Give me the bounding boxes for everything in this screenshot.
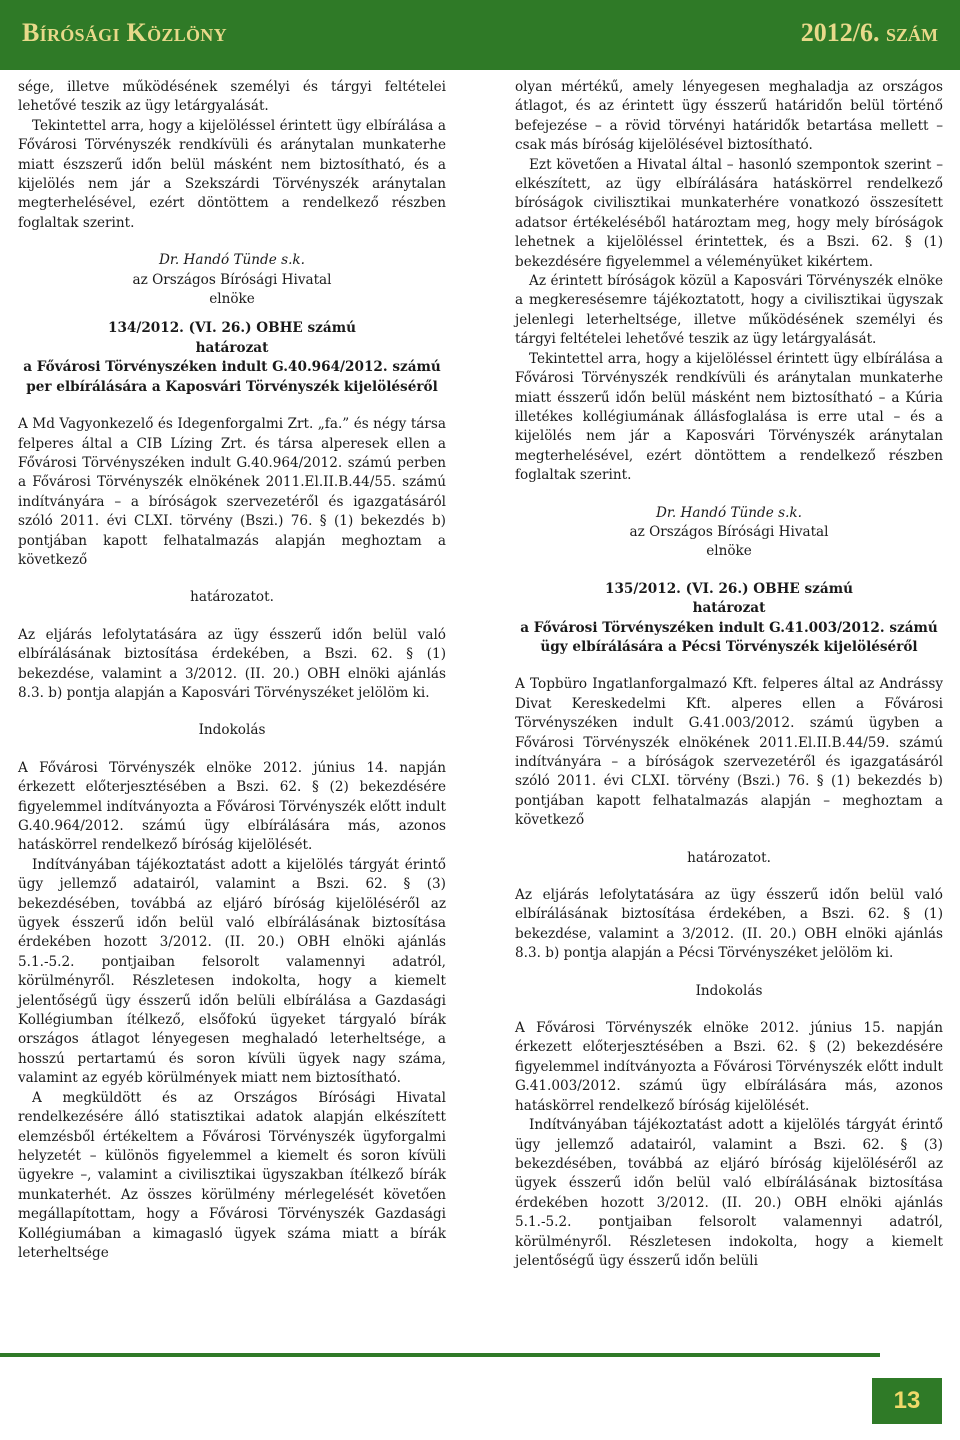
signature-name: Dr. Handó Tünde s.k. xyxy=(159,252,305,269)
right-column xyxy=(515,78,943,1271)
paragraph: sége, illetve működésének személyi és tárgyi feltételei lehetővé teszik az ügy letárgyalását. xyxy=(18,79,446,115)
paragraph: Indítványában tájékoztatást adott a kijelölés tárgyát érintő ügy jellemző adatairól, valamint a Bszi. 62. § (3) bekezdésében, továbbá az eljáró bíróság kijelöléséről az ügyek ésszerű időn belül való elbírálásának biztosítása érdekében hozott 3/2012. (II. 20.) OBH elnöki ajánlás 5.1.-5.2. pontjaiban felsorolt valamennyi adatról, körülményről. Részletesen indokolta, hogy a kiemelt jelentőségű ügy ésszerű időn belüli elbírálása a Gazdasági Kollégiumban ítélkező, elsőfokú ügyeket tárgyaló bírák országos átlagot lényegesen meghaladó leterheltsége, a hosszú pertartamú és soron kívüli ügyek nagy száma, valamint az egyéb körülmények miatt nem biztosítható. xyxy=(18,856,446,1087)
footer-rule xyxy=(0,1353,880,1357)
issue-number xyxy=(801,18,938,48)
decision-subject: a Fővárosi Törvényszéken indult G.40.964/2012. számú xyxy=(23,359,441,376)
issue-suffix: szám xyxy=(885,18,938,47)
paragraph: Tekintettel arra, hogy a kijelöléssel érintett ügy elbírálása a Fővárosi Törvényszék rendkívüli és aránytalan munkaterhe miatt ésszerű időn belül másként nem biztosítható – a Kúria illetékes kollégiumának állásfoglalása is erre utal – és a kijelölés nem jár a Kaposvári Törvényszék aránytalan megterhelésével, ezért döntöttem a rendelkező részben foglaltak szerint. xyxy=(515,350,943,484)
decision-subject: a Fővárosi Törvényszéken indult G.41.003/2012. számú xyxy=(520,619,938,636)
journal-title: Bírósági Közlöny xyxy=(22,18,227,47)
paragraph: olyan mértékű, amely lényegesen meghaladja az országos átlagot, és az érintett ügy ésszerű határidőn belül történő befejezése – a rövid törvényi határidők betartása mellett – csak más bíróság kijelölésével biztosítható. xyxy=(515,79,943,154)
paragraph: Tekintettel arra, hogy a kijelöléssel érintett ügy elbírálása a Fővárosi Törvényszék rendkívüli és aránytalan munkaterhe miatt észszerű időn belül másként nem biztosítható, és a kijelölés nem jár a Szekszárdi Törvényszék aránytalan megterhelésével, ezért döntöttem a rendelkező részben foglaltak szerint. xyxy=(18,117,446,231)
decision-subject: per elbírálására a Kaposvári Törvényszék kijelöléséről xyxy=(26,378,438,395)
paragraph: Ezt követően a Hivatal által – hasonló szempontok szerint – elkészített, az ügy elbírálására hatáskörrel rendelkező bíróságok civilisztikai munkaterhére vonatkozó összesített adatsor értékeléséből határoztam meg, hogy mely bíróságok lehetnek a kijelöléssel érintettek, és a Bszi. 62. § (1) bekezdésére figyelemmel a véleményüket kikértem. xyxy=(515,156,943,270)
decision-subject: ügy elbírálására a Pécsi Törvényszék kijelöléséről xyxy=(540,638,918,655)
paragraph: Az érintett bíróságok közül a Kaposvári Törvényszék elnöke a megkeresésemre tájékoztatott, hogy a civilisztikai ügyszak jelenlegi leterheltsége, illetve működésének személyi és tárgyi feltételei lehetővé teszik az ügy letárgyalását. xyxy=(515,273,943,348)
paragraph: Az eljárás lefolytatására az ügy ésszerű időn belül való elbírálásának biztosítása érdekében, a Bszi. 62. § (1) bekezdése, valamint a 3/2012. (II. 20.) OBH elnöki ajánlás 8.3. b) pontja alapján a Pécsi Törvényszéket jelölöm ki. xyxy=(515,887,943,962)
decision-word: határozatot. xyxy=(190,589,274,606)
decision-number: 135/2012. (VI. 26.) OBHE számú xyxy=(605,580,853,597)
journal-header xyxy=(0,0,960,70)
issue-year: 2012/6. xyxy=(800,18,880,47)
signature-name: Dr. Handó Tünde s.k. xyxy=(656,504,802,521)
paragraph: A megküldött és az Országos Bírósági Hivatal rendelkezésére álló statisztikai adatok alapján elkészített elemzésből értékeltem a Fővárosi Törvényszék ügyforgalmi helyzetét – különös figyelemmel a kiemelt és soron kívüli ügyekre –, valamint a civilisztikai ügyszakban ítélkező bírák munkaterhét. Az összes körülmény mérlegelését követően megállapítottam, hogy a Fővárosi Törvényszék Gazdasági Kollégiumában a kimagasló ügyek száma miatt a bírák leterheltsége xyxy=(18,1089,446,1261)
paragraph: A Fővárosi Törvényszék elnöke 2012. június 14. napján érkezett előterjesztésében a Bszi. 62. § (2) bekezdésére figyelemmel indítványozta a Fővárosi Törvényszék előtt indult G.40.964/2012. számú ügy elbírálására más, azonos hatáskörrel rendelkező bíróság kijelölését. xyxy=(18,759,446,854)
section-heading: Indokolás xyxy=(695,982,763,999)
paragraph: A Topbüro Ingatlanforgalmazó Kft. felperes által az Andrássy Divat Kereskedelmi Kft. alperes ellen a Fővárosi Törvényszéken indult G.41.003/2012. számú ügyben a Fővárosi Törvényszék elnökének 2011.El.II.B.44/59. számú indítványára – a bíróságok szervezetéről és igazgatásáról szóló 2011. évi CLXI. törvény (Bszi.) 76. § (1) bekezdés b) pontjában kapott felhatalmazás alapján – meghoztam a következő xyxy=(515,676,943,829)
page-number: 13 xyxy=(872,1378,942,1424)
paragraph: A Fővárosi Törvényszék elnöke 2012. június 15. napján érkezett előterjesztésében a Bszi. 62. § (2) bekezdésére figyelemmel indítványozta a Fővárosi Törvényszék előtt indult G.41.003/2012. számú ügy elbírálására más, azonos hatáskörrel rendelkező bíróság kijelölését. xyxy=(515,1020,943,1114)
paragraph: Indítványában tájékoztatást adott a kijelölés tárgyát érintő ügy jellemző adatairól, valamint a Bszi. 62. § (3) bekezdésében, továbbá az eljáró bíróság kijelöléséről az ügyek ésszerű időn belül való elbírálásának biztosítása érdekében hozott 3/2012. (II. 20.) OBH elnöki ajánlás 5.1.-5.2. pontjaiban felsorolt valamennyi adatról, körülményről. Részletesen indokolta, hogy a kiemelt jelentőségű ügy ésszerű időn belüli xyxy=(515,1117,943,1269)
left-column xyxy=(18,78,446,1263)
section-heading: Indokolás xyxy=(198,722,266,739)
signature-role: elnöke xyxy=(706,543,752,560)
paragraph: A Md Vagyonkezelő és Idegenforgalmi Zrt. „fa.” és négy társa felperes által a CIB Lízing Zrt. és társa alperesek ellen a Fővárosi Törvényszéken indult G.40.964/2012. számú perben a Fővárosi Törvényszék elnökének 2011.El.II.B.44/55. számú indítványára – a bíróságok szervezetéről és igazgatásáról szóló 2011. évi CLXI. törvény (Bszi.) 76. § (1) bekezdés b) pontjában kapott felhatalmazás alapján meghoztam a következő xyxy=(18,416,446,568)
decision-number: 134/2012. (VI. 26.) OBHE számú xyxy=(108,320,356,337)
decision-word: határozatot. xyxy=(687,849,771,866)
signature-role: elnöke xyxy=(209,291,255,308)
signature-org: az Országos Bírósági Hivatal xyxy=(629,523,829,540)
decision-type: határozat xyxy=(692,600,766,617)
decision-type: határozat xyxy=(195,339,269,356)
paragraph: Az eljárás lefolytatására az ügy ésszerű időn belül való elbírálásának biztosítása érdekében, a Bszi. 62. § (1) bekezdése, valamint a 3/2012. (II. 20.) OBH elnöki ajánlás 8.3. b) pontja alapján a Kaposvári Törvényszéket jelölöm ki. xyxy=(18,626,446,701)
signature-org: az Országos Bírósági Hivatal xyxy=(132,271,332,288)
